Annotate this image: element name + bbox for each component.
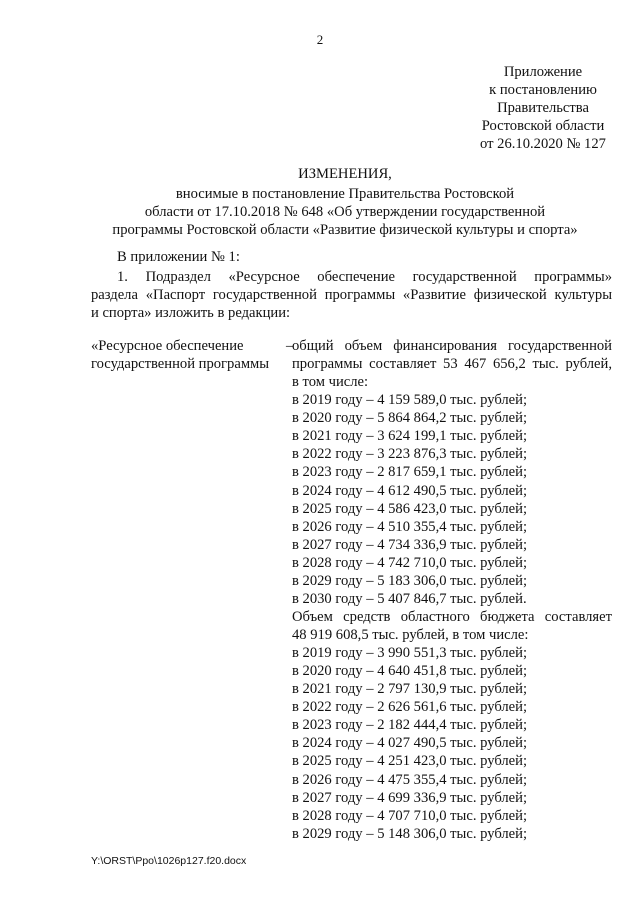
title-main: ИЗМЕНЕНИЯ,	[298, 166, 392, 182]
title-sub-line: области от 17.10.2018 № 648 «Об утверждении государственной	[144, 204, 546, 220]
regional-year-row: в 2023 году – 2 182 444,4 тыс. рублей;	[292, 717, 528, 734]
total-financing-line: общий объем финансирования государственной	[292, 338, 612, 354]
appendix-header	[455, 63, 631, 153]
body-text	[91, 248, 612, 322]
regional-year-row: в 2019 году – 3 990 551,3 тыс. рублей;	[292, 645, 528, 662]
total-year-row: в 2025 году – 4 586 423,0 тыс. рублей;	[292, 500, 528, 517]
total-year-row: в 2029 году – 5 183 306,0 тыс. рублей;	[292, 572, 528, 589]
appendix-line: к постановлению	[489, 82, 597, 98]
item-1-line: раздела «Паспорт государственной программы «Развитие физической культуры	[91, 287, 612, 303]
total-financing-line: программы составляет 53 467 656,2 тыс. рублей,	[292, 356, 612, 373]
total-year-row: в 2019 году – 4 159 589,0 тыс. рублей;	[292, 392, 528, 409]
regional-year-row: в 2022 году – 2 626 561,6 тыс. рублей;	[292, 699, 528, 716]
regional-year-row: в 2020 году – 4 640 451,8 тыс. рублей;	[292, 663, 528, 680]
total-year-row: в 2024 году – 4 612 490,5 тыс. рублей;	[292, 482, 528, 499]
appendix-date-line: от 26.10.2020 № 127	[480, 136, 606, 152]
regional-year-row: в 2025 году – 4 251 423,0 тыс. рублей;	[292, 753, 528, 770]
regional-year-row: в 2021 году – 2 797 130,9 тыс. рублей;	[292, 681, 528, 698]
regional-year-row: в 2029 году – 5 148 306,0 тыс. рублей;	[292, 825, 528, 842]
total-year-row: в 2022 году – 3 223 876,3 тыс. рублей;	[292, 446, 528, 463]
file-path-footer: Y:\ORST\Ppo\1026p127.f20.docx	[91, 855, 247, 867]
total-year-row: в 2023 году – 2 817 659,1 тыс. рублей;	[292, 464, 528, 481]
left-label-line: государственной программы	[91, 356, 270, 372]
title-sub-line: вносимые в постановление Правительства Ростовской	[175, 186, 515, 202]
title-sub-line: программы Ростовской области «Развитие физической культуры и спорта»	[112, 222, 578, 238]
total-year-row: в 2026 году – 4 510 355,4 тыс. рублей;	[292, 518, 528, 535]
left-label-line: «Ресурсное обеспечение	[91, 338, 244, 354]
intro-paragraph: В приложении № 1:	[117, 249, 240, 265]
table-right-column	[292, 337, 612, 843]
appendix-line: Ростовской области	[481, 118, 605, 134]
document-title	[80, 163, 610, 239]
item-1-line: и спорта» изложить в редакции:	[91, 305, 291, 321]
item-1-line: 1. Подраздел «Ресурсное обеспечение государственной программы»	[117, 269, 612, 285]
page-number: 2	[316, 32, 324, 47]
total-year-row: в 2028 году – 4 742 710,0 тыс. рублей;	[292, 554, 528, 571]
appendix-line: Приложение	[503, 64, 583, 80]
regional-year-row: в 2028 году – 4 707 710,0 тыс. рублей;	[292, 807, 528, 824]
total-year-row: в 2020 году – 5 864 864,2 тыс. рублей;	[292, 410, 528, 427]
regional-budget-line: Объем средств областного бюджета составляет	[292, 608, 612, 625]
total-year-row: в 2021 году – 3 624 199,1 тыс. рублей;	[292, 428, 528, 445]
regional-year-row: в 2026 году – 4 475 355,4 тыс. рублей;	[292, 771, 528, 788]
regional-year-row: в 2024 году – 4 027 490,5 тыс. рублей;	[292, 735, 528, 752]
regional-budget-line: 48 919 608,5 тыс. рублей, в том числе:	[292, 627, 529, 643]
total-year-row: в 2027 году – 4 734 336,9 тыс. рублей;	[292, 536, 528, 553]
total-financing-line: в том числе:	[292, 374, 369, 391]
total-year-row: в 2030 году – 5 407 846,7 тыс. рублей.	[292, 590, 527, 607]
table-left-column	[91, 337, 287, 373]
dash-separator: –	[286, 338, 294, 354]
appendix-line: Правительства	[497, 100, 589, 116]
regional-year-row: в 2027 году – 4 699 336,9 тыс. рублей;	[292, 789, 528, 806]
